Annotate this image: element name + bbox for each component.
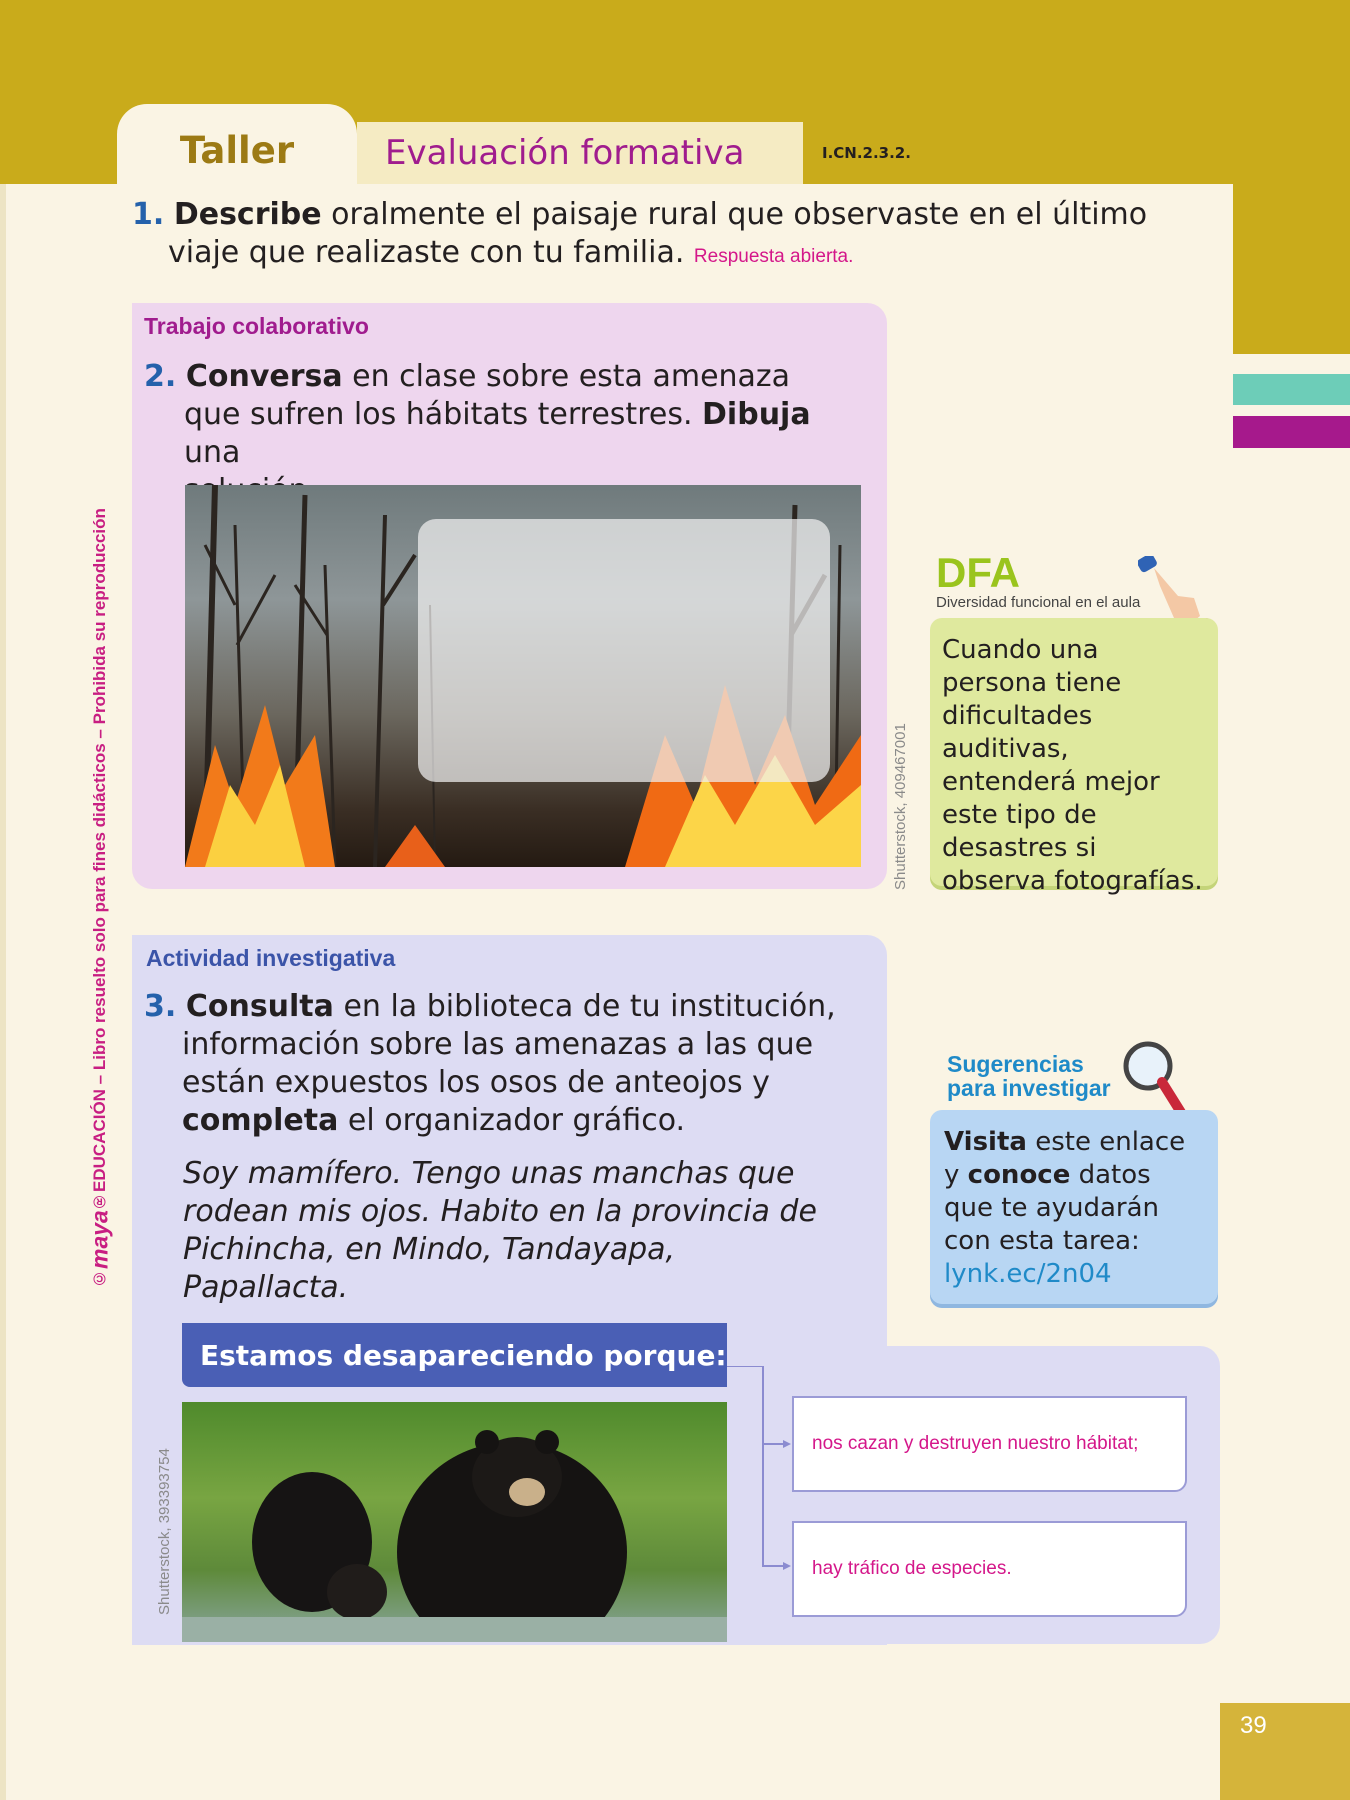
brand-name: maya: [86, 1210, 113, 1270]
photo-credit: Shutterstock, 393393754: [156, 1448, 173, 1615]
copyright-vertical-text: [86, 488, 114, 1308]
research-link[interactable]: lynk.ec/2n04: [944, 1259, 1112, 1289]
photo-credit: Shutterstock, 409467001: [892, 723, 909, 890]
dfa-box: Cuando una persona tiene dificultades auditivas, entenderá mejor este tipo de desastres si observa fotografías.: [930, 618, 1218, 886]
answer-text: Respuesta abierta.: [693, 246, 854, 267]
suggestions-title-line: para investigar: [947, 1075, 1111, 1101]
tab-evaluation: Evaluación formativa: [357, 122, 803, 184]
magnifier-icon: [1120, 1040, 1190, 1120]
tab-taller: Taller: [117, 104, 357, 184]
suggestion-text: este enlace y: [944, 1127, 1186, 1190]
teal-stripe: [1233, 374, 1350, 405]
dfa-title: DFA: [936, 549, 1020, 596]
curriculum-code: I.CN.2.3.2.: [822, 144, 911, 162]
suggestions-box: [930, 1110, 1218, 1304]
answer-box-2[interactable]: hay tráfico de especies.: [792, 1521, 1187, 1617]
question-3: [144, 988, 874, 1140]
suggestion-verb: conoce: [967, 1160, 1071, 1190]
panel-title: Actividad investigativa: [146, 945, 396, 971]
question-text: que sufren los hábitats terrestres.: [184, 397, 703, 432]
drawing-area[interactable]: [418, 519, 830, 782]
copyright-symbol: ©: [90, 1269, 109, 1289]
left-margin-strip: [0, 0, 6, 1800]
panel-title: Trabajo colaborativo: [144, 313, 369, 339]
question-number: 2.: [144, 359, 177, 394]
question-number: 3.: [144, 989, 177, 1024]
question-verb: completa: [182, 1103, 339, 1138]
organizer-banner: Estamos desapareciendo porque:: [182, 1323, 727, 1387]
forest-fire-photo: [185, 485, 861, 867]
question-verb: Dibuja: [702, 397, 811, 432]
question-text: información sobre las amenazas a las que: [182, 1027, 814, 1062]
question-text: viaje que realizaste con tu familia.: [168, 235, 685, 270]
right-color-band: [1233, 184, 1350, 354]
question-verb: Describe: [173, 197, 322, 232]
suggestions-title: [947, 1052, 1111, 1100]
question-text: en clase sobre esta amenaza: [342, 359, 791, 394]
page-number: 39: [1240, 1712, 1267, 1739]
question-number: 1.: [132, 197, 165, 232]
dfa-subtitle: Diversidad funcional en el aula: [936, 594, 1141, 611]
spectacled-bear-photo: [182, 1402, 727, 1642]
copyright-text: ®EDUCACIÓN – Libro resuelto solo para fines didácticos – Prohibida su reproducción: [90, 507, 109, 1211]
question-1: [132, 196, 1152, 276]
question-text: están expuestos los osos de anteojos y: [182, 1065, 770, 1100]
suggestion-text: datos que te ayudarán con esta tarea:: [944, 1160, 1160, 1256]
question-text: una: [184, 435, 241, 470]
question-text: oralmente el paisaje rural que observaste en el último: [321, 197, 1148, 232]
suggestion-verb: Visita: [944, 1127, 1027, 1157]
question-text: el organizador gráfico.: [338, 1103, 686, 1138]
magenta-stripe: [1233, 416, 1350, 448]
suggestions-title-line: Sugerencias: [947, 1051, 1084, 1077]
organizer-connector: [727, 1366, 797, 1576]
question-verb: Conversa: [185, 359, 343, 394]
answer-box-1[interactable]: nos cazan y destruyen nuestro hábitat;: [792, 1396, 1187, 1492]
question-verb: Consulta: [185, 989, 334, 1024]
question-text: en la biblioteca de tu institución,: [333, 989, 836, 1024]
bear-description: Soy mamífero. Tengo unas manchas que rodean mis ojos. Habito en la provincia de Pichincha, en Mindo, Tandayapa, Papallacta.: [183, 1156, 817, 1305]
